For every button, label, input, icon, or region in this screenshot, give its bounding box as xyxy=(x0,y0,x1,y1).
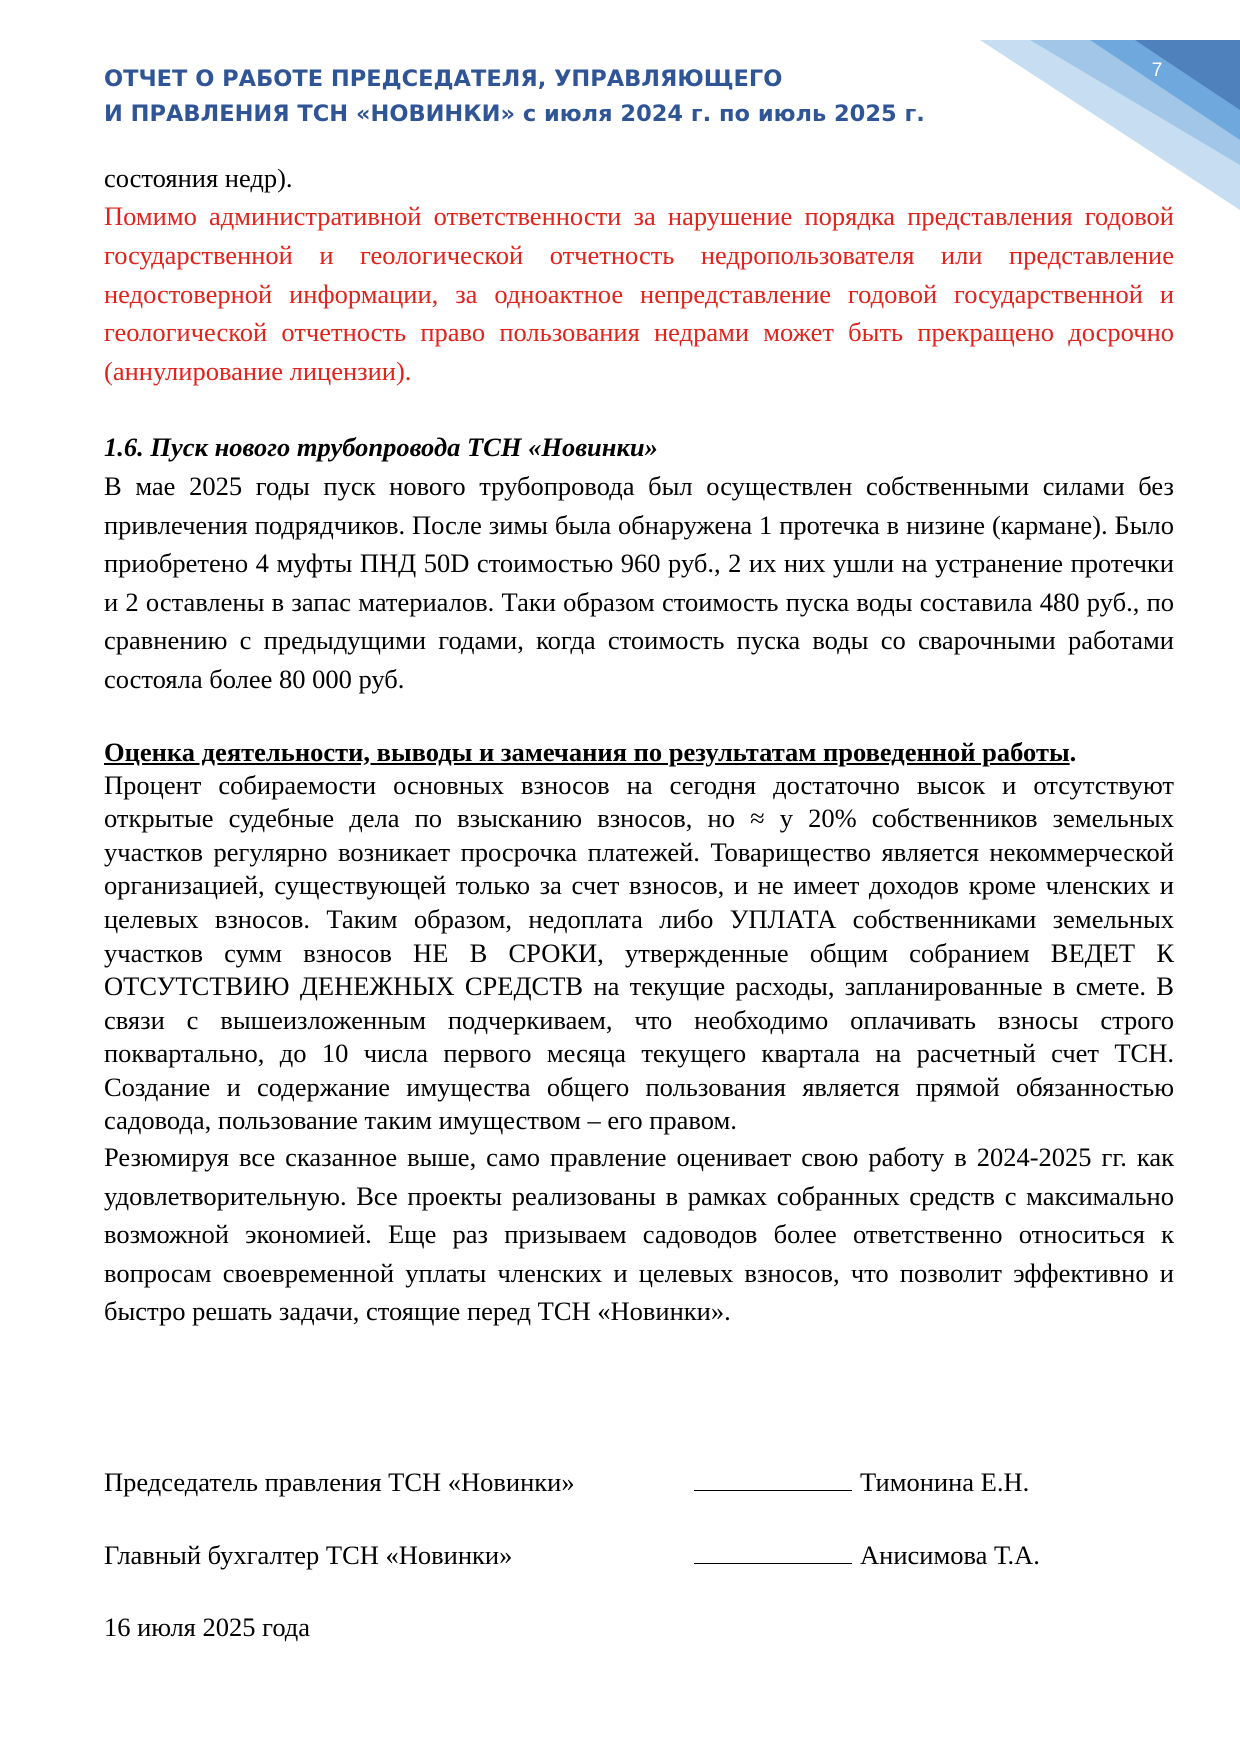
signature-role: Главный бухгалтер ТСН «Новинки» xyxy=(104,1540,513,1570)
header-line-1: ОТЧЕТ О РАБОТЕ ПРЕДСЕДАТЕЛЯ, УПРАВЛЯЮЩЕГО xyxy=(104,66,783,92)
document-body xyxy=(104,159,1174,1331)
assessment-heading-text: Оценка деятельности, выводы и замечания по результатам проведенной работы xyxy=(104,736,1070,767)
page-number: 7 xyxy=(1151,60,1163,81)
section-paragraph: В мае 2025 годы пуск нового трубопровода был осуществлен собственными силами без привлечения подрядчиков. После зимы была обнаружена 1 протечка в низине (кармане). Было приобретено 4 муфты ПНД 50D стоимостью 960 руб., 2 их них ушли на устранение протечки и 2 оставлены в запас материалов. Таки образом стоимость пуска воды составила 480 руб., по сравнению с предыдущими годами, когда стоимость пуска воды со сварочными работами состояла более 80 000 руб. xyxy=(104,470,1174,694)
assessment-heading xyxy=(104,735,1174,769)
document-date: 16 июля 2025 года xyxy=(104,1612,311,1642)
signature-name: Анисимова Т.А. xyxy=(860,1540,1040,1570)
signature-line xyxy=(694,1541,852,1564)
signature-role: Председатель правления ТСН «Новинки» xyxy=(104,1467,575,1497)
section-title: 1.6. Пуск нового трубопровода ТСН «Новинки» xyxy=(104,431,658,462)
summary-paragraph: Резюмируя все сказанное выше, само правление оценивает свою работу в 2024-2025 гг. как удовлетворительную. Все проекты реализованы в рамках собранных средств с максимально возможной экономией. Еще раз призываем садоводов более ответственно относиться к вопросам своевременной уплаты членских и целевых взносов, что позволит эффективно и быстро решать задачи, стоящие перед ТСН «Новинки». xyxy=(104,1142,1174,1327)
document-header xyxy=(104,62,984,132)
signature-chairman xyxy=(104,1467,1029,1498)
assessment-paragraph: Процент собираемости основных взносов на сегодня достаточно высок и отсутствуют открытые судебные дела по взысканию взносов, но ≈ у 20% собственников земельных участков регулярно возникает просрочка платежей. Товарищество является некоммерческой организацией, существующей только за счет взносов, и не имеет доходов кроме членских и целевых взносов. Таким образом, недоплата либо УПЛАТА собственниками земельных участков сумм взносов НЕ В СРОКИ, утвержденные общим собранием ВЕДЕТ К ОТСУТСТВИЮ ДЕНЕЖНЫХ СРЕДСТВ на текущие расходы, запланированные в смете. В связи с вышеизложенным подчеркиваем, что необходимо оплачивать взносы строго поквартально, до 10 числа первого месяца текущего квартала на расчетный счет ТСН. Создание и содержание имущества общего пользования является прямой обязанностью садовода, пользование таким имуществом – его правом. xyxy=(104,769,1174,1136)
signature-line xyxy=(694,1468,852,1491)
signature-name: Тимонина Е.Н. xyxy=(860,1467,1030,1497)
continuation-text: состояния недр). xyxy=(104,163,293,193)
assessment-heading-period: . xyxy=(1069,736,1077,767)
header-line-2: И ПРАВЛЕНИЯ ТСН «НОВИНКИ» с июля 2024 г. по июль 2025 г. xyxy=(104,101,925,127)
signature-accountant xyxy=(104,1540,1040,1571)
red-notice-paragraph: Помимо административной ответственности за нарушение порядка представления годовой государственной и геологической отчетность недропользователя или представление недостоверной информации, за одноактное непредставление годовой государственной и геологической отчетность право пользования недрами может быть прекращено досрочно (аннулирование лицензии). xyxy=(104,201,1174,387)
